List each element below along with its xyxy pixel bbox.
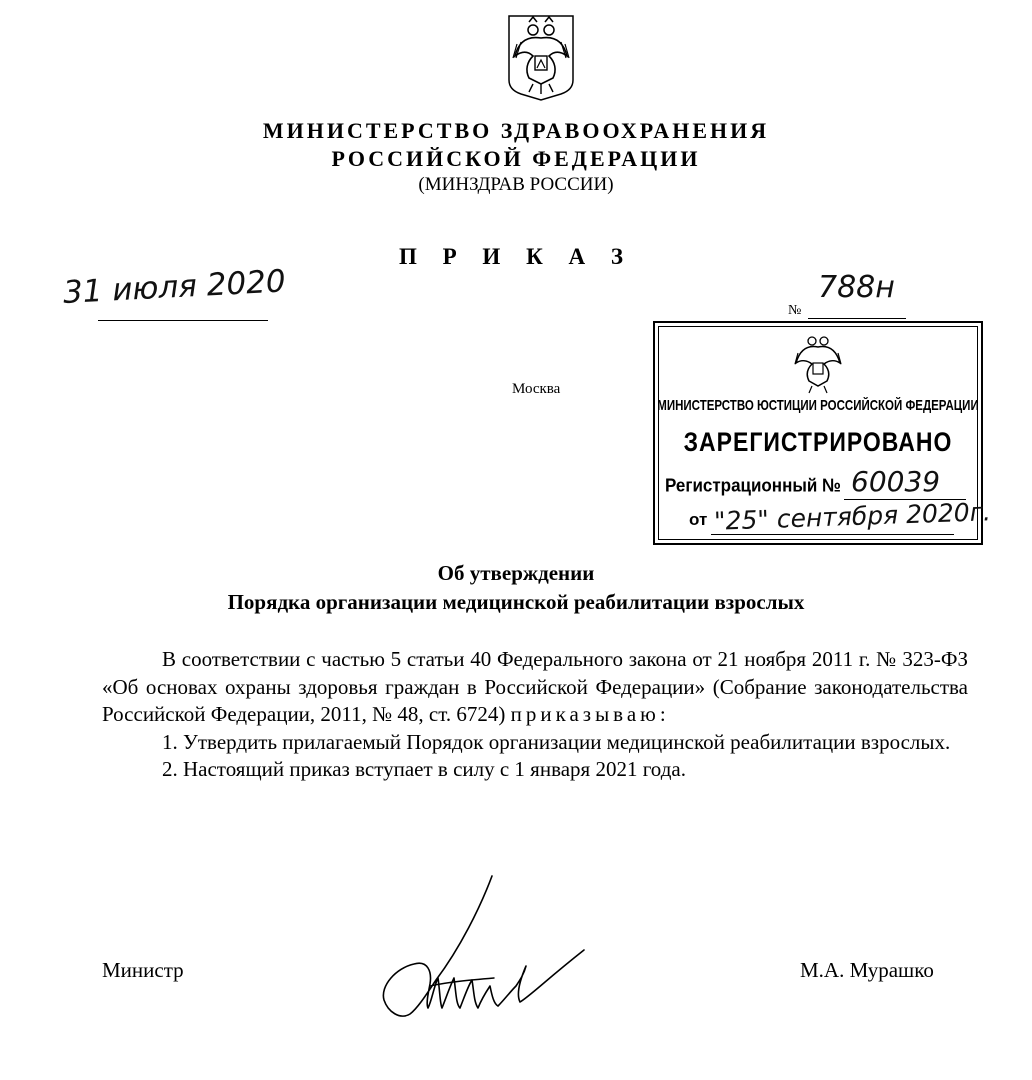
stamp-regnum-handwritten: 60039 <box>851 465 941 498</box>
ministry-short-name: (МИНЗДРАВ РОССИИ) <box>418 174 614 195</box>
ministry-name-line2: РОССИЙСКОЙ ФЕДЕРАЦИИ <box>331 146 701 171</box>
stamp-date-underline <box>711 534 954 535</box>
coat-of-arms-icon <box>499 10 583 102</box>
signer-role: Министр <box>102 958 184 982</box>
stamp-coat-of-arms-icon <box>788 331 848 395</box>
stamp-registered-label: ЗАРЕГИСТРИРОВАНО <box>683 426 953 457</box>
handwritten-signature <box>370 868 590 1028</box>
body-paragraph-1-order-word: приказываю: <box>510 702 670 726</box>
city: Москва <box>512 381 561 397</box>
registration-stamp <box>653 321 992 545</box>
document-title-line1: Об утверждении <box>437 561 595 585</box>
stamp-organization: МИНИСТЕРСТВО ЮСТИЦИИ РОССИЙСКОЙ ФЕДЕРАЦИИ <box>657 398 979 414</box>
number-underline <box>808 318 906 319</box>
body-paragraph-2: 1. Утвердить прилагаемый Порядок организации медицинской реабилитации взрослых. <box>162 729 951 754</box>
body-paragraph-1-text: В соответствии с частью 5 статьи 40 Федерального закона от 21 ноября 2011 г. № 323-ФЗ «Об основах охраны здоровья граждан в Российской Федерации» (Собрание законодательства Российской Федерации, 2011, № 48, ст. 6724) <box>102 647 968 726</box>
body-paragraph-1 <box>102 646 968 729</box>
handwritten-date: 31 июля 2020 <box>62 263 287 311</box>
number-sign: № <box>788 303 802 318</box>
body-paragraph-3: 2. Настоящий приказ вступает в силу с 1 января 2021 года. <box>162 757 686 781</box>
stamp-regnum-label: Регистрационный № <box>665 475 841 496</box>
document-body <box>102 646 968 784</box>
signer-name: М.А. Мурашко <box>800 958 934 982</box>
handwritten-number: 788н <box>818 270 895 305</box>
stamp-date-handwritten: "25" сентября 2020г. <box>713 497 992 536</box>
date-underline <box>98 320 268 321</box>
ministry-name-line1: МИНИСТЕРСТВО ЗДРАВООХРАНЕНИЯ <box>262 118 770 143</box>
document-title-line2: Порядка организации медицинской реабилитации взрослых <box>227 590 805 614</box>
document-type: П Р И К А З <box>398 244 633 269</box>
stamp-date-label: от <box>689 510 708 529</box>
